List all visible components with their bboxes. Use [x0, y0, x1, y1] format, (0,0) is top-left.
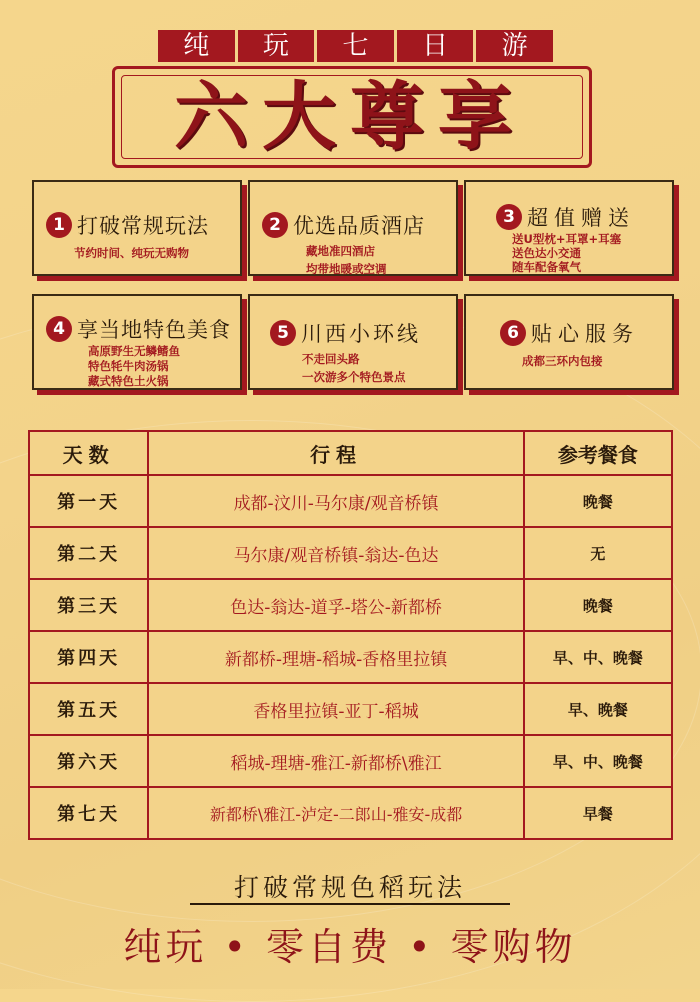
day-cell: 第三天 — [29, 579, 148, 631]
route-cell: 新都桥-理塘-稻城-香格里拉镇 — [148, 631, 523, 683]
route-cell: 稻城-理塘-雅江-新都桥\雅江 — [148, 735, 523, 787]
header-route: 行程 — [148, 431, 523, 475]
feature-detail: 送色达小交通 — [512, 246, 581, 260]
feature-detail: 送U型枕+耳罩+耳塞 — [512, 232, 622, 246]
day-cell: 第五天 — [29, 683, 148, 735]
feature-detail: 高原野生无鳞鳍鱼 — [88, 344, 180, 358]
feature-detail: 藏式特色土火锅 — [88, 374, 169, 388]
feature-detail: 一次游多个特色景点 — [302, 370, 406, 384]
feature-title: 贴心服务 — [531, 322, 639, 346]
feature-number-badge: 2 — [262, 212, 288, 238]
feature-number-badge: 5 — [270, 320, 296, 346]
banner-char: 玩 — [238, 30, 318, 62]
route-cell: 色达-翁达-道孚-塔公-新都桥 — [148, 579, 523, 631]
feature-detail: 均带地暖或空调 — [306, 262, 387, 276]
feature-number-badge: 6 — [500, 320, 526, 346]
feature-title: 超值赠送 — [527, 206, 635, 230]
feature-card-header — [262, 210, 425, 240]
table-row — [29, 735, 672, 787]
feature-card-4 — [32, 294, 242, 390]
day-cell: 第六天 — [29, 735, 148, 787]
meal-cell: 早餐 — [524, 787, 672, 839]
table-row — [29, 631, 672, 683]
itinerary-table — [28, 430, 673, 840]
slogan-divider — [190, 903, 510, 905]
table-row — [29, 683, 672, 735]
meal-cell: 无 — [524, 527, 672, 579]
feature-detail: 不走回头路 — [302, 352, 360, 366]
slogan-main: 纯玩 • 零自费 • 零购物 — [123, 925, 577, 969]
banner-char: 七 — [317, 30, 397, 62]
feature-card-3 — [464, 180, 674, 276]
banner-char: 纯 — [158, 30, 238, 62]
feature-title: 打破常规玩法 — [77, 214, 209, 238]
meal-cell: 晚餐 — [524, 579, 672, 631]
route-cell: 马尔康/观音桥镇-翁达-色达 — [148, 527, 523, 579]
meal-cell: 晚餐 — [524, 475, 672, 527]
feature-card-6 — [464, 294, 674, 390]
feature-detail: 成都三环内包接 — [522, 354, 603, 368]
table-row — [29, 527, 672, 579]
table-header-row — [29, 431, 672, 475]
header-day: 天数 — [29, 431, 148, 475]
feature-number-badge: 3 — [496, 204, 522, 230]
banner-char: 游 — [476, 30, 553, 62]
table-row — [29, 475, 672, 527]
header-meal: 参考餐食 — [524, 431, 672, 475]
feature-title: 优选品质酒店 — [293, 214, 425, 238]
table-row — [29, 579, 672, 631]
day-cell: 第七天 — [29, 787, 148, 839]
meal-cell: 早、中、晚餐 — [524, 735, 672, 787]
page-title: 六大尊享 — [174, 74, 526, 160]
feature-card-header — [500, 318, 639, 348]
route-cell: 香格里拉镇-亚丁-稻城 — [148, 683, 523, 735]
slogan-subtitle: 打破常规色稻玩法 — [233, 873, 466, 902]
meal-cell: 早、中、晚餐 — [524, 631, 672, 683]
route-cell: 新都桥\雅江-泸定-二郎山-雅安-成都 — [148, 787, 523, 839]
table-row — [29, 787, 672, 839]
day-cell: 第四天 — [29, 631, 148, 683]
feature-title: 享当地特色美食 — [77, 318, 231, 342]
feature-card-header — [270, 318, 421, 348]
route-cell: 成都-汶川-马尔康/观音桥镇 — [148, 475, 523, 527]
feature-card-1 — [32, 180, 242, 276]
feature-detail: 特色牦牛肉汤锅 — [88, 359, 169, 373]
feature-card-header — [46, 210, 209, 240]
day-cell: 第二天 — [29, 527, 148, 579]
feature-detail: 随车配备氧气 — [512, 260, 581, 274]
feature-detail: 藏地准四酒店 — [306, 244, 375, 258]
header-banner — [158, 30, 553, 62]
feature-card-2 — [248, 180, 458, 276]
feature-card-header — [496, 202, 635, 232]
feature-card-header — [46, 314, 231, 344]
feature-number-badge: 4 — [46, 316, 72, 342]
feature-number-badge: 1 — [46, 212, 72, 238]
feature-title: 川西小环线 — [301, 322, 421, 346]
feature-detail: 节约时间、纯玩无购物 — [74, 246, 189, 260]
day-cell: 第一天 — [29, 475, 148, 527]
banner-char: 日 — [397, 30, 477, 62]
feature-card-5 — [248, 294, 458, 390]
meal-cell: 早、晚餐 — [524, 683, 672, 735]
